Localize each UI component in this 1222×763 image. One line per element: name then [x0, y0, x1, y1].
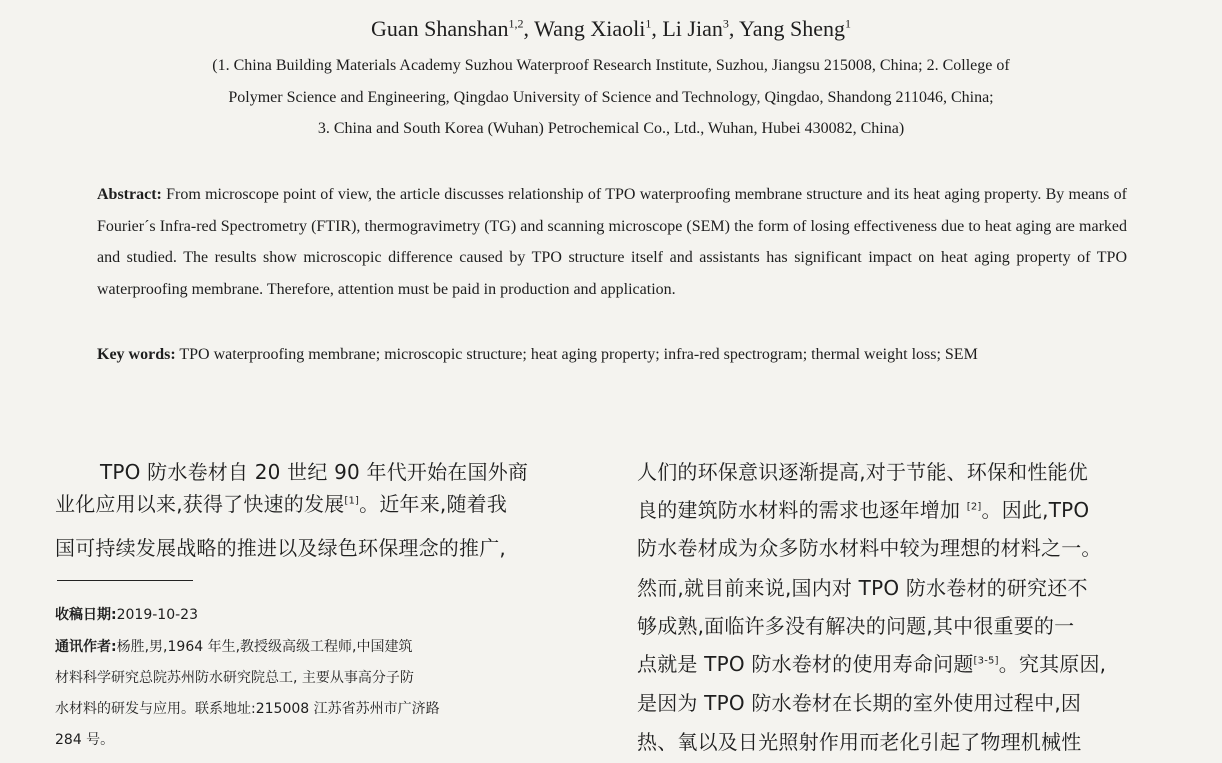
- citation-ref: [2]: [966, 501, 982, 513]
- authors-line: Guan Shanshan$^{1,2}$, Wang Xiaoli$^1$, Li Jian$^3$, Yang Sheng$^1$: [371, 16, 851, 41]
- keywords: [97, 339, 1127, 371]
- body-text: 热、氧以及日光照射作用而老化引起了物理机械性: [637, 730, 1082, 754]
- author-note-line: 杨胜,男,1964 年生,教授级高级工程师,中国建筑: [116, 639, 413, 655]
- body-text: 国可持续发展战略的推进以及绿色环保理念的推广,: [55, 536, 506, 560]
- body-line-right: [637, 610, 1074, 639]
- author-note-line: 材料科学研究总院苏州防水研究院总工, 主要从事高分子防: [55, 670, 414, 686]
- author-affil-mark: 1: [645, 16, 652, 31]
- abstract: [97, 179, 1127, 305]
- body-line-right: [637, 726, 1081, 755]
- keywords-label: Key words:: [97, 346, 176, 363]
- author-name: Wang Xiaoli: [534, 16, 646, 41]
- affiliation-line: Polymer Science and Engineering, Qingdao University of Science and Technology, Qingdao, Shandong 211046, China;: [228, 89, 994, 106]
- body-text: 是因为 TPO 防水卷材在长期的室外使用过程中,因: [637, 691, 1082, 715]
- author-label: 通讯作者:: [55, 639, 117, 655]
- body-line-right: [637, 456, 1088, 485]
- author-name: Li Jian: [662, 16, 723, 41]
- body-text: 防水卷材成为众多防水材料中较为理想的材料之一。: [637, 536, 1102, 560]
- author-affil-mark: 1: [845, 16, 851, 31]
- author-affil-mark: 3: [722, 16, 729, 31]
- citation-ref: [3-5]: [973, 655, 999, 667]
- body-line-right: [637, 687, 1081, 716]
- body-text: 。因此,TPO: [981, 498, 1090, 522]
- footnote-author: [55, 636, 413, 656]
- author-name: Guan Shanshan: [371, 16, 509, 41]
- body-text: 够成熟,面临许多没有解决的问题,其中很重要的一: [637, 614, 1075, 638]
- author-name: Yang Sheng: [739, 16, 845, 41]
- body-text: 然而,就目前来说,国内对 TPO 防水卷材的研究还不: [637, 576, 1088, 600]
- received-label: 收稿日期:: [55, 607, 117, 623]
- body-text: 业化应用以来,获得了快速的发展: [55, 492, 345, 516]
- author-note-line: 284 号。: [55, 732, 115, 748]
- affiliation-line: 3. China and South Korea (Wuhan) Petrochemical Co., Ltd., Wuhan, Hubei 430082, China): [317, 120, 905, 137]
- body-text: 良的建筑防水材料的需求也逐年增加: [637, 498, 967, 522]
- body-line-right: [637, 532, 1102, 561]
- body-line-left: [100, 456, 528, 485]
- footnote-divider: [57, 580, 193, 581]
- body-text: 。近年来,随着我: [359, 492, 508, 516]
- received-date: 2019-10-23: [116, 607, 198, 623]
- body-line-right: [637, 648, 1106, 677]
- citation-ref: [1]: [344, 495, 360, 507]
- keywords-text: TPO waterproofing membrane; microscopic structure; heat aging property; infra-red spectrogram; thermal weight loss; SEM: [179, 346, 978, 363]
- body-line-right: [637, 572, 1088, 601]
- body-line-right: [637, 494, 1089, 523]
- body-text: 人们的环保意识逐渐提高,对于节能、环保和性能优: [637, 460, 1088, 484]
- author-note-line: 水材料的研发与应用。联系地址:215008 江苏省苏州市广济路: [55, 701, 440, 717]
- affiliation-line: (1. China Building Materials Academy Suzhou Waterproof Research Institute, Suzhou, Jiangsu 215008, China; 2. College of: [212, 57, 1010, 74]
- author-affil-mark: 1,2: [508, 16, 524, 31]
- footnote-received: [55, 604, 198, 624]
- body-text: 。究其原因,: [998, 652, 1107, 676]
- abstract-label: Abstract:: [97, 186, 162, 203]
- body-line-left: [55, 532, 506, 561]
- body-text: 点就是 TPO 防水卷材的使用寿命问题: [637, 652, 974, 676]
- body-text: TPO 防水卷材自 20 世纪 90 年代开始在国外商: [100, 460, 529, 484]
- body-line-left: [55, 488, 507, 517]
- abstract-text: From microscope point of view, the article discusses relationship of TPO waterproofing membrane structure and its heat aging property. By means of Fourier´s Infra-red Spectrometry (FTIR), thermogravimetry (TG) and scanning microscope (SEM) the form of losing effectiveness due to heat aging are marked and studied. The results show microscopic difference caused by TPO structure itself and assistants has significant impact on heat aging property of TPO waterproofing membrane. Therefore, attention must be paid in production and application.: [97, 186, 1128, 298]
